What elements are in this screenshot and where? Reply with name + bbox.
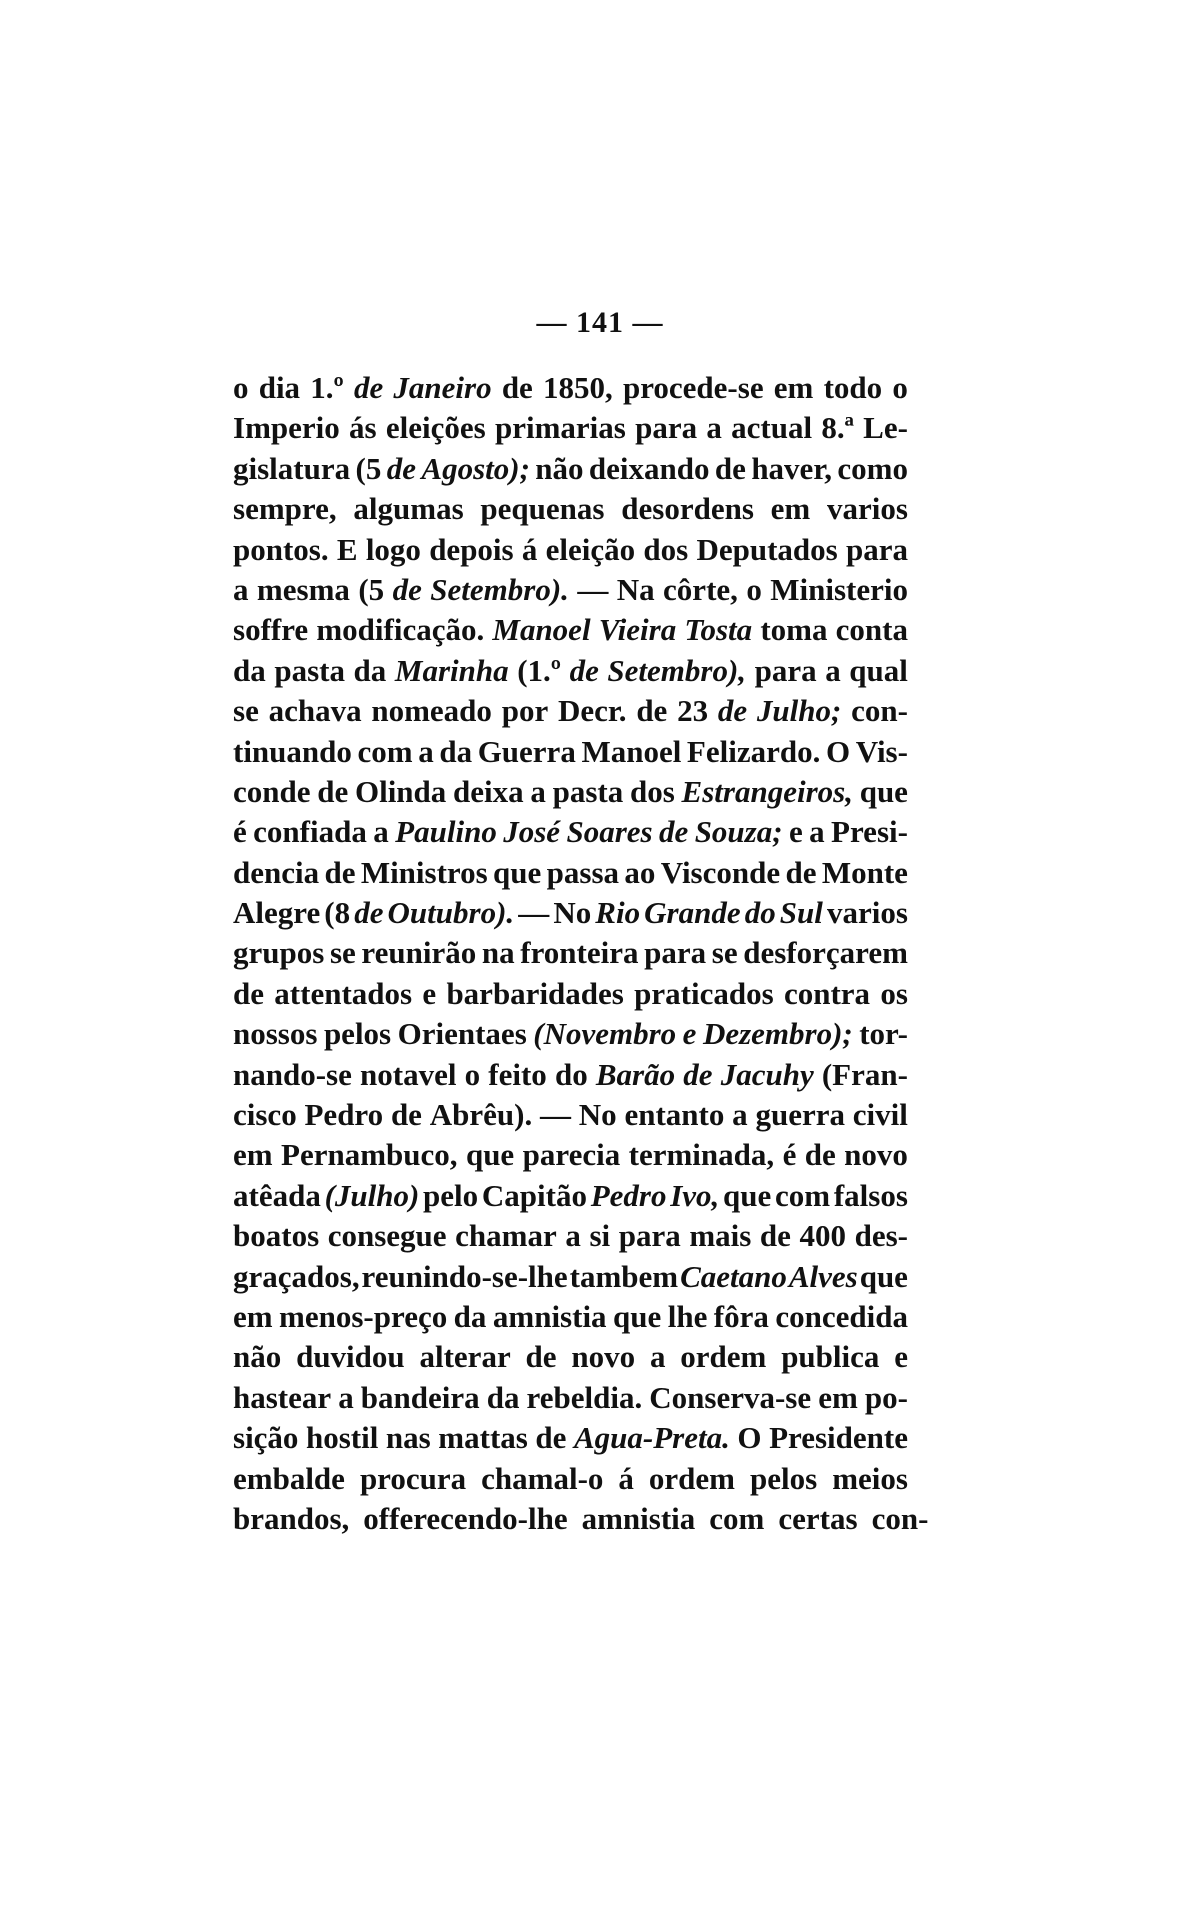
- word: Felizardo.: [686, 733, 821, 769]
- word: menos-preço: [279, 1298, 448, 1334]
- italic-word: de: [659, 814, 689, 850]
- text-line: [233, 1459, 908, 1499]
- word: á: [618, 1460, 634, 1496]
- word: cisco: [233, 1097, 297, 1133]
- word: a: [809, 814, 825, 850]
- word: é: [233, 814, 247, 850]
- text-line: [233, 1014, 908, 1054]
- text-line: [233, 1297, 908, 1337]
- word: Guerra: [477, 733, 576, 769]
- word: Capitão: [481, 1177, 587, 1213]
- text-line: [233, 1135, 908, 1175]
- word: mais: [689, 1218, 752, 1254]
- word: con-: [871, 1500, 929, 1536]
- text-line: [233, 1378, 908, 1418]
- text-line: [233, 1216, 908, 1256]
- word: fôra: [713, 1298, 769, 1334]
- word: concedida: [775, 1298, 908, 1334]
- word: e: [894, 1339, 908, 1375]
- italic-word: de: [569, 652, 599, 688]
- word: que: [723, 1177, 772, 1213]
- word: po-: [864, 1379, 908, 1415]
- italic-word: (Julho): [324, 1177, 420, 1213]
- word: a: [418, 733, 434, 769]
- word: atêada: [233, 1177, 321, 1213]
- word: se: [329, 935, 356, 971]
- italic-word: Alves: [788, 1258, 858, 1294]
- word: Presidente: [769, 1420, 908, 1456]
- word: Vis-: [855, 733, 908, 769]
- word: de: [390, 1097, 422, 1133]
- word: que: [613, 1298, 662, 1334]
- italic-word: de: [354, 895, 384, 931]
- word: (8: [324, 895, 351, 931]
- word: Decr.: [557, 693, 627, 729]
- italic-word: Agua-Preta.: [573, 1420, 730, 1456]
- italic-word: Julho;: [756, 693, 842, 729]
- word: gislatura: [233, 450, 351, 486]
- word: de: [233, 975, 264, 1011]
- word: primarias: [494, 410, 626, 446]
- word: novo: [571, 1339, 636, 1375]
- italic-word: (Novembro: [533, 1016, 677, 1052]
- word: deixa: [453, 773, 524, 809]
- word: Pernambuco,: [281, 1137, 458, 1173]
- word: para: [754, 652, 817, 688]
- word: como: [837, 450, 908, 486]
- word: para: [845, 531, 908, 567]
- word: que: [493, 854, 542, 890]
- word: graçados,: [233, 1258, 360, 1294]
- word: Alegre: [233, 895, 321, 931]
- word: em: [773, 370, 814, 405]
- italic-word: do: [744, 895, 776, 931]
- italic-word: Setembro).: [430, 571, 569, 607]
- word: pelos: [750, 1460, 818, 1496]
- text-line: [233, 1095, 908, 1135]
- word: a: [732, 1097, 748, 1133]
- word: se: [233, 693, 259, 729]
- italic-word: Grande: [644, 895, 741, 931]
- italic-word: Vieira: [598, 612, 677, 648]
- word: desordens: [621, 491, 754, 527]
- italic-word: Paulino: [395, 814, 497, 850]
- word: a: [565, 1218, 581, 1254]
- word: Ministros: [360, 854, 488, 890]
- word: grupos: [233, 935, 325, 971]
- word: com: [709, 1500, 765, 1536]
- word: publica: [781, 1339, 880, 1375]
- word: varios: [826, 895, 908, 931]
- word: sição: [233, 1420, 299, 1456]
- word: Olinda: [354, 773, 447, 809]
- word: de: [714, 450, 746, 486]
- word: E: [336, 531, 358, 567]
- word: tor-: [859, 1016, 908, 1052]
- word: se: [711, 935, 738, 971]
- word: No: [578, 1097, 617, 1133]
- text-line: [233, 489, 908, 529]
- italic-word: de: [392, 571, 422, 607]
- word: achava: [268, 693, 362, 729]
- word: de: [501, 370, 533, 405]
- word: o: [464, 1056, 481, 1092]
- word: não: [535, 450, 584, 486]
- word: Le-: [863, 410, 908, 446]
- word: conta: [835, 612, 908, 648]
- word: pequenas: [480, 491, 605, 527]
- word: pasta: [274, 652, 345, 688]
- word: da: [439, 733, 473, 769]
- word: logo: [365, 531, 421, 567]
- word: pelos: [323, 1016, 392, 1052]
- word: (5: [355, 450, 382, 486]
- word: duvidou: [296, 1339, 405, 1375]
- word: deixando: [588, 450, 710, 486]
- italic-word: Caetano: [680, 1258, 787, 1294]
- word: entanto: [624, 1097, 725, 1133]
- word: lhe: [667, 1298, 708, 1334]
- word: e: [788, 814, 803, 850]
- word: si: [589, 1218, 611, 1254]
- word: nomeado: [371, 693, 492, 729]
- word: de: [759, 1218, 791, 1254]
- word: dos: [630, 773, 675, 809]
- word: sempre,: [233, 491, 337, 527]
- word: a: [706, 410, 722, 446]
- word: con-: [851, 693, 908, 729]
- italic-word: Agosto);: [421, 450, 530, 486]
- word: (Fran-: [821, 1056, 908, 1092]
- word: Manoel: [581, 733, 682, 769]
- text-line: [233, 772, 908, 812]
- word: do: [554, 1056, 588, 1092]
- italic-word: Soares: [566, 814, 653, 850]
- text-line: [233, 732, 908, 772]
- word: da: [453, 1298, 487, 1334]
- italic-word: Souza;: [694, 814, 783, 850]
- word: da: [233, 652, 266, 688]
- word: dos: [643, 531, 689, 567]
- word: confiada: [253, 814, 367, 850]
- word: côrte,: [663, 571, 738, 607]
- text-line: [233, 1499, 929, 1539]
- text-line: [233, 691, 908, 731]
- word: á: [521, 531, 538, 567]
- word: tambem: [569, 1258, 679, 1294]
- word: algumas: [353, 491, 464, 527]
- word: em: [233, 1298, 273, 1334]
- word: em: [818, 1379, 858, 1415]
- word: reunindo-se-lhe: [361, 1258, 568, 1294]
- word: Presi-: [831, 814, 908, 850]
- word: que: [859, 773, 908, 809]
- word: hastear: [233, 1379, 332, 1415]
- word: 400: [799, 1218, 846, 1254]
- word: bandeira: [360, 1379, 480, 1415]
- word: nas: [385, 1420, 431, 1456]
- word: 1.º: [310, 370, 344, 405]
- word: Imperio: [233, 410, 340, 446]
- italic-word: Barão: [595, 1056, 676, 1092]
- page-number: — 141 —: [536, 306, 664, 339]
- word: modificação.: [316, 612, 485, 648]
- italic-word: Setembro),: [607, 652, 747, 688]
- word: guerra: [755, 1097, 845, 1133]
- word: dia: [258, 370, 301, 405]
- text-line: [233, 368, 908, 408]
- word: novo: [844, 1137, 908, 1173]
- word: offerecendo-lhe: [363, 1500, 568, 1536]
- text-line: [233, 570, 908, 610]
- word: fronteira: [520, 935, 639, 971]
- word: praticados: [634, 975, 774, 1011]
- word: de: [804, 1137, 836, 1173]
- word: dencia: [233, 854, 320, 890]
- italic-word: de: [353, 370, 384, 405]
- word: de: [535, 1420, 567, 1456]
- italic-word: Jacuhy: [720, 1056, 814, 1092]
- word: O: [825, 733, 851, 769]
- italic-word: de: [683, 1056, 713, 1092]
- word: pasta: [552, 773, 624, 809]
- word: de: [636, 693, 668, 729]
- word: é: [782, 1137, 797, 1173]
- word: procede-se: [622, 370, 764, 405]
- italic-word: Manoel: [492, 612, 591, 648]
- word: de: [525, 1339, 557, 1375]
- word: ao: [624, 854, 656, 890]
- word: pelo: [423, 1177, 479, 1213]
- word: em: [770, 491, 811, 527]
- word: 8.ª: [821, 410, 854, 446]
- italic-word: Ivo,: [670, 1177, 720, 1213]
- word: com: [357, 733, 413, 769]
- word: O: [737, 1420, 762, 1456]
- word: a: [530, 773, 546, 809]
- word: barbaridades: [446, 975, 624, 1011]
- word: a: [233, 571, 249, 607]
- text-line: [233, 1257, 908, 1297]
- word: 1850,: [543, 370, 613, 405]
- word: que: [859, 1258, 908, 1294]
- word: Orientaes: [397, 1016, 527, 1052]
- word: feito: [488, 1056, 547, 1092]
- word: Conserva-se: [649, 1379, 812, 1415]
- text-line: [233, 1418, 908, 1458]
- word: para: [644, 935, 707, 971]
- word: a: [825, 652, 841, 688]
- word: por: [501, 693, 549, 729]
- word: todo: [823, 370, 883, 405]
- text-line: [233, 449, 908, 489]
- word: Deputados: [696, 531, 838, 567]
- word: passa: [546, 854, 620, 890]
- text-line: [233, 933, 908, 973]
- text-line: [233, 1176, 908, 1216]
- word: toma: [760, 612, 828, 648]
- italic-word: e: [682, 1016, 697, 1052]
- word: a: [338, 1379, 354, 1415]
- word: qual: [849, 652, 908, 688]
- word: varios: [827, 491, 908, 527]
- italic-word: Pedro: [590, 1177, 667, 1213]
- word: notavel: [360, 1056, 457, 1092]
- word: reunirão: [361, 935, 477, 971]
- word: a: [373, 814, 389, 850]
- word: os: [880, 975, 908, 1011]
- word: meios: [832, 1460, 908, 1496]
- word: Ministerio: [770, 571, 908, 607]
- word: de: [317, 773, 349, 809]
- word: eleição: [545, 531, 636, 567]
- word: e: [422, 975, 437, 1011]
- word: a: [649, 1339, 666, 1375]
- word: que: [465, 1137, 515, 1173]
- text-line: [233, 530, 908, 570]
- word: depois: [429, 531, 514, 567]
- word: civil: [852, 1097, 908, 1133]
- word: consegue: [327, 1218, 447, 1254]
- word: de: [324, 854, 356, 890]
- word: de: [785, 854, 817, 890]
- word: amnistia: [581, 1500, 696, 1536]
- word: mattas: [438, 1420, 528, 1456]
- italic-word: Marinha: [394, 652, 509, 688]
- word: eleições: [385, 410, 486, 446]
- word: com: [775, 1177, 831, 1213]
- word: 23: [677, 693, 709, 729]
- word: desforçarem: [743, 935, 908, 971]
- word: contra: [783, 975, 871, 1011]
- word: na: [481, 935, 515, 971]
- word: parecia: [522, 1137, 621, 1173]
- text-line: [233, 853, 908, 893]
- word: em: [233, 1137, 273, 1173]
- word: procura: [359, 1460, 467, 1496]
- word: ordem: [680, 1339, 767, 1375]
- text-line: [233, 1055, 908, 1095]
- word: chamal-o: [481, 1460, 604, 1496]
- italic-word: de: [717, 693, 748, 729]
- italic-word: Estrangeiros,: [681, 773, 853, 809]
- text-line: [233, 651, 908, 691]
- word: mesma: [256, 571, 350, 607]
- word: (1.º: [517, 652, 561, 688]
- word: embalde: [233, 1460, 345, 1496]
- word: —: [518, 895, 550, 931]
- text-line: [233, 812, 908, 852]
- word: para: [635, 410, 698, 446]
- text-line: [233, 610, 908, 650]
- word: Monte: [821, 854, 908, 890]
- italic-word: Dezembro);: [702, 1016, 853, 1052]
- text-line: [233, 1337, 908, 1377]
- italic-word: Rio: [595, 895, 641, 931]
- word: conde: [233, 773, 311, 809]
- word: Pedro: [304, 1097, 384, 1133]
- word: —: [540, 1097, 571, 1133]
- word: terminada,: [628, 1137, 775, 1173]
- word: o: [233, 370, 249, 405]
- word: (5: [358, 571, 385, 607]
- word: tinuando: [233, 733, 352, 769]
- word: brandos,: [233, 1500, 350, 1536]
- word: da: [486, 1379, 520, 1415]
- word: —: [577, 571, 609, 607]
- word: da: [353, 652, 387, 688]
- word: alterar: [419, 1339, 511, 1375]
- word: haver,: [751, 450, 832, 486]
- word: o: [892, 370, 908, 405]
- word: actual: [731, 410, 813, 446]
- italic-word: Tosta: [684, 612, 753, 648]
- word: hostil: [306, 1420, 379, 1456]
- word: Abrêu).: [429, 1097, 533, 1133]
- word: amnistia: [492, 1298, 607, 1334]
- italic-word: Outubro).: [387, 895, 515, 931]
- word: rebeldia.: [526, 1379, 643, 1415]
- word: Na: [616, 571, 655, 607]
- word: falsos: [833, 1177, 908, 1213]
- word: des-: [854, 1218, 908, 1254]
- italic-word: Janeiro: [393, 370, 492, 405]
- word: certas: [778, 1500, 858, 1536]
- word: chamar: [455, 1218, 557, 1254]
- italic-word: de: [386, 450, 416, 486]
- word: pontos.: [233, 531, 329, 567]
- word: ordem: [648, 1460, 735, 1496]
- word: attentados: [274, 975, 413, 1011]
- word: o: [746, 571, 762, 607]
- italic-word: José: [503, 814, 561, 850]
- text-line: [233, 408, 908, 448]
- word: soffre: [233, 612, 309, 648]
- text-line: [233, 893, 908, 933]
- word: para: [618, 1218, 681, 1254]
- word: nossos: [233, 1016, 318, 1052]
- word: ás: [349, 410, 377, 446]
- text-line: [233, 974, 908, 1014]
- italic-word: Sul: [779, 895, 823, 931]
- word: No: [553, 895, 592, 931]
- word: boatos: [233, 1218, 320, 1254]
- word: nando-se: [233, 1056, 352, 1092]
- body-text: [233, 368, 929, 1539]
- word: Visconde: [660, 854, 781, 890]
- word: não: [233, 1339, 282, 1375]
